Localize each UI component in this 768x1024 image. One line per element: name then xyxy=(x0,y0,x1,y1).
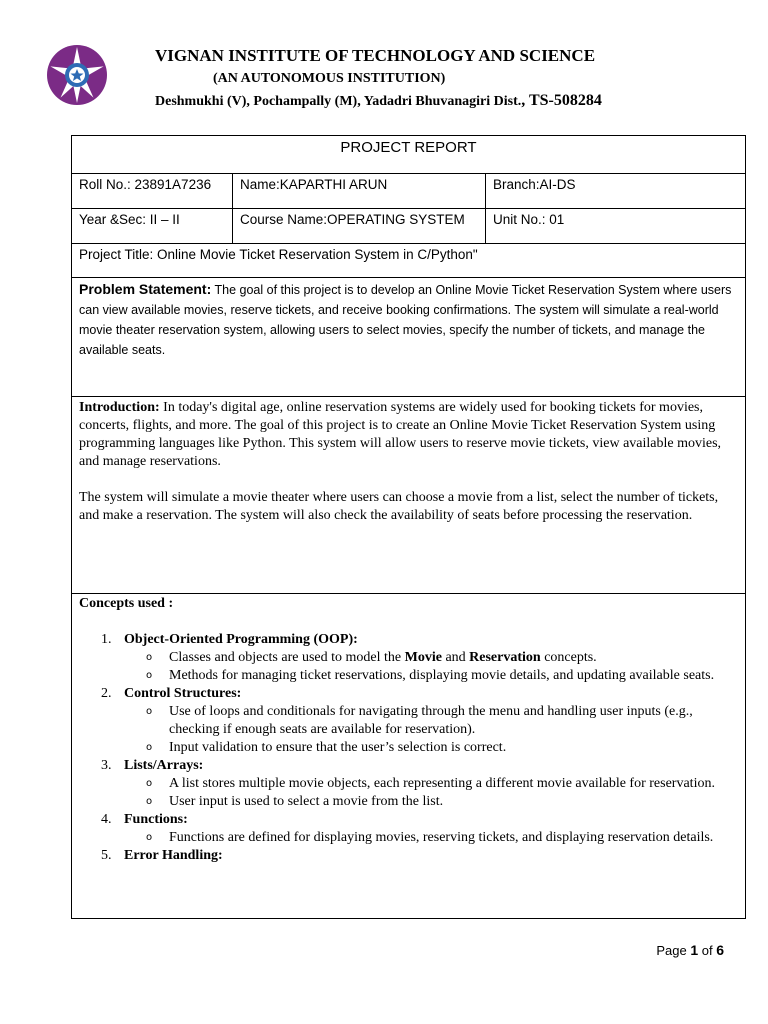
college-logo-icon xyxy=(46,44,108,106)
concept-title: Functions: xyxy=(124,812,188,827)
student-info-row xyxy=(72,174,745,209)
project-report-table xyxy=(71,135,746,919)
bullet-text: Use of loops and conditionals for navigating through the menu and handling user inputs (e.g., checking if enough seats are available for reservation). xyxy=(169,704,693,737)
bullet-bold: Movie xyxy=(404,650,442,665)
concept-bullet xyxy=(146,775,738,793)
concept-title: Control Structures: xyxy=(124,686,242,701)
bullet-text: Input validation to ensure that the user’s selection is correct. xyxy=(169,740,507,755)
branch: Branch:AI-DS xyxy=(485,174,746,208)
concept-sublist xyxy=(124,829,738,847)
project-title-row xyxy=(72,244,745,278)
unit-number: Unit No.: 01 xyxy=(485,209,746,243)
bullet-bold: Reservation xyxy=(469,650,541,665)
intro-text-1: In today's digital age, online reservation systems are widely used for booking tickets for movies, concerts, flights, and more. The goal of this project is to create an Online Movie Ticket Reservation System using programming languages like Python. This system will allow users to reserve movie tickets, view available movies, and manage reservations. xyxy=(79,400,722,469)
concept-title: Object-Oriented Programming (OOP): xyxy=(124,632,358,647)
concept-number: 3. xyxy=(101,758,112,773)
course-info-row xyxy=(72,209,745,244)
concept-bullet xyxy=(146,829,738,847)
problem-text: The goal of this project is to develop an Online Movie Ticket Reservation System where users can view available movies, reserve tickets, and receive booking confirmations. The system will simulate a real-world movie theater reservation system, allowing users to select movies, specify the number of tickets, and manage the available seats. xyxy=(79,283,732,357)
concept-bullet xyxy=(146,667,738,685)
address-pin: , TS-508284 xyxy=(521,92,602,109)
concept-title: Error Handling: xyxy=(124,848,223,863)
concept-title: Lists/Arrays: xyxy=(124,758,204,773)
intro-paragraph-2: The system will simulate a movie theater where users can choose a movie from a list, select the number of tickets, and make a reservation. The system will also check the availability of seats before processing the reservation. xyxy=(79,490,719,523)
problem-statement xyxy=(72,278,745,361)
concept-bullet xyxy=(146,649,738,667)
report-title-row xyxy=(72,136,745,174)
bullet-icon: o xyxy=(146,670,153,681)
concept-sublist xyxy=(124,703,738,757)
bullet-icon: o xyxy=(146,832,153,843)
concept-bullet xyxy=(146,703,738,739)
bullet-text: A list stores multiple movie objects, each representing a different movie available for reservation. xyxy=(169,776,715,791)
report-title: PROJECT REPORT xyxy=(340,139,477,156)
page-label: Page xyxy=(656,943,691,958)
page-number-footer xyxy=(656,942,724,958)
bullet-text: User input is used to select a movie from the list. xyxy=(169,794,444,809)
concept-sublist xyxy=(124,649,738,685)
bullet-icon: o xyxy=(146,706,153,717)
concept-bullet xyxy=(146,739,738,757)
concept-number: 2. xyxy=(101,686,112,701)
intro-paragraph-1 xyxy=(79,399,738,471)
concept-item xyxy=(101,685,738,757)
concept-item xyxy=(101,631,738,685)
bullet-icon: o xyxy=(146,742,153,753)
introduction xyxy=(72,397,745,545)
bullet-text: Classes and objects are used to model the xyxy=(169,650,405,665)
concepts-section xyxy=(72,594,745,866)
institution-name: VIGNAN INSTITUTE OF TECHNOLOGY AND SCIENCE xyxy=(155,46,596,65)
concept-number: 1. xyxy=(101,632,112,647)
current-page: 1 xyxy=(690,942,699,958)
bullet-text: Methods for managing ticket reservations, displaying movie details, and updating available seats. xyxy=(169,668,715,683)
concept-item xyxy=(101,847,738,865)
introduction-row xyxy=(72,397,745,594)
total-pages: 6 xyxy=(716,942,724,958)
address-text: Deshmukhi (V), Pochampally (M), Yadadri Bhuvanagiri Dist. xyxy=(155,94,522,109)
institution-status: (AN AUTONOMOUS INSTITUTION) xyxy=(213,71,446,86)
roll-number: Roll No.: 23891A7236 xyxy=(79,177,212,192)
bullet-text: Functions are defined for displaying movies, reserving tickets, and displaying reservation details. xyxy=(169,830,714,845)
concepts-row xyxy=(72,594,745,919)
intro-label: Introduction: xyxy=(79,400,160,415)
concept-item xyxy=(101,757,738,811)
problem-statement-row xyxy=(72,278,745,397)
year-section: Year &Sec: II – II xyxy=(79,212,180,227)
concepts-list xyxy=(79,631,738,865)
bullet-icon: o xyxy=(146,778,153,789)
concept-sublist xyxy=(124,775,738,811)
concept-bullet xyxy=(146,793,738,811)
problem-label: Problem Statement: xyxy=(79,281,212,297)
concept-number: 5. xyxy=(101,848,112,863)
concepts-heading: Concepts used : xyxy=(79,596,174,611)
bullet-text: concepts. xyxy=(540,650,597,665)
bullet-text: and xyxy=(441,650,470,665)
of-label: of xyxy=(698,943,717,958)
bullet-icon: o xyxy=(146,652,153,663)
concept-number: 4. xyxy=(101,812,112,827)
bullet-icon: o xyxy=(146,796,153,807)
course-name: Course Name:OPERATING SYSTEM xyxy=(232,209,485,243)
concept-item xyxy=(101,811,738,847)
student-name: Name:KAPARTHI ARUN xyxy=(232,174,485,208)
institution-address xyxy=(155,92,602,110)
project-title: Project Title: Online Movie Ticket Reservation System in C/Python" xyxy=(79,247,478,262)
